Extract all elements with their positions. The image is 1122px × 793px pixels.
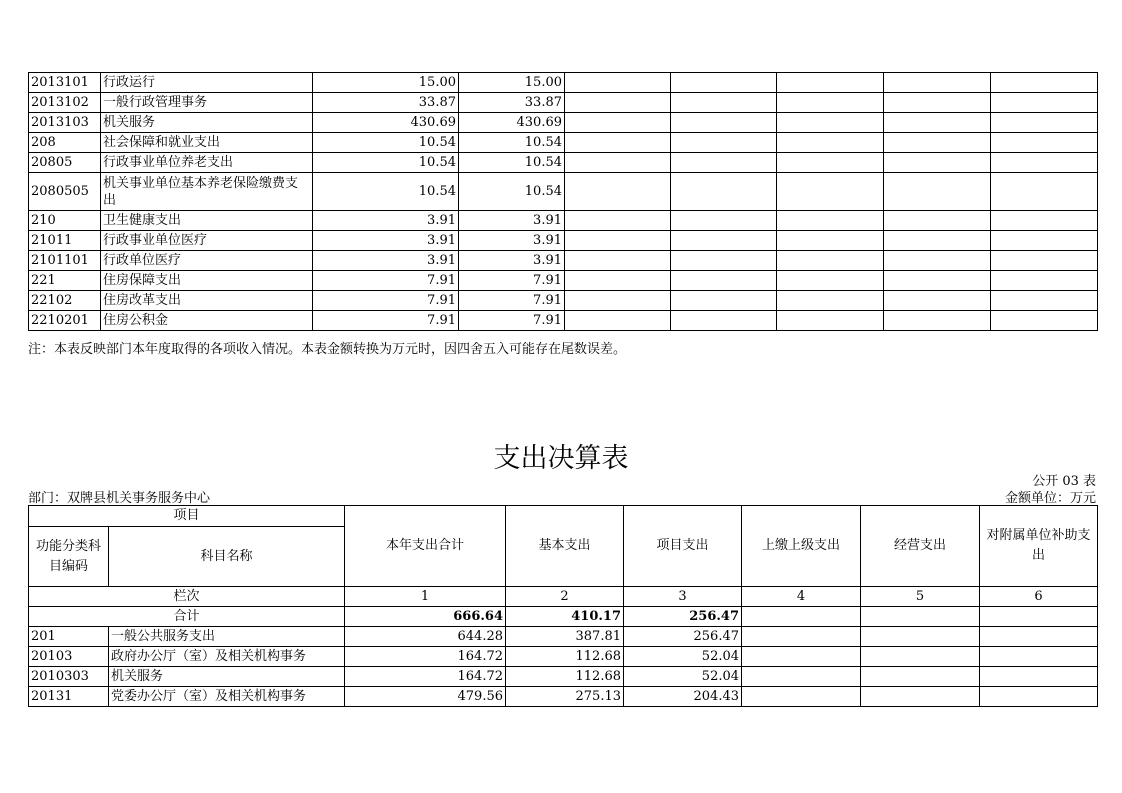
row-empty-cell	[671, 173, 777, 211]
table-row	[29, 211, 1098, 231]
row-empty-cell	[671, 73, 777, 93]
row-name: 住房公积金	[101, 311, 313, 331]
row-basic: 10.54	[459, 153, 565, 173]
row-empty-cell	[777, 153, 884, 173]
row-empty-cell	[565, 251, 671, 271]
row-empty-cell	[991, 271, 1098, 291]
row-empty-cell	[565, 113, 671, 133]
row-code: 201	[29, 627, 109, 647]
row-total: 644.28	[345, 627, 506, 647]
row-code: 2013101	[29, 73, 101, 93]
header-total: 本年支出合计	[345, 506, 506, 587]
total-upper	[742, 607, 861, 627]
header-project: 项目支出	[624, 506, 742, 587]
header-subsidy: 对附属单位补助支出	[980, 506, 1098, 587]
row-empty-cell	[671, 231, 777, 251]
row-empty-cell	[742, 687, 861, 707]
row-empty-cell	[991, 311, 1098, 331]
row-empty-cell	[565, 211, 671, 231]
row-name: 行政运行	[101, 73, 313, 93]
row-empty-cell	[884, 113, 991, 133]
amount-unit: 金额单位：万元	[1004, 491, 1096, 506]
header-code: 功能分类科目编码	[29, 527, 109, 587]
row-total: 3.91	[313, 231, 459, 251]
row-code: 221	[29, 271, 101, 291]
total-subsidy	[980, 607, 1098, 627]
row-project: 52.04	[624, 667, 742, 687]
row-project: 256.47	[624, 627, 742, 647]
row-empty-cell	[565, 133, 671, 153]
row-name: 机关事业单位基本养老保险缴费支出	[101, 173, 313, 211]
row-basic: 15.00	[459, 73, 565, 93]
row-basic: 7.91	[459, 311, 565, 331]
header-upper: 上缴上级支出	[742, 506, 861, 587]
row-empty-cell	[991, 73, 1098, 93]
row-empty-cell	[671, 291, 777, 311]
table-row	[29, 271, 1098, 291]
row-empty-cell	[565, 291, 671, 311]
row-basic: 3.91	[459, 211, 565, 231]
row-project: 52.04	[624, 647, 742, 667]
table-row	[29, 627, 1098, 647]
row-total: 164.72	[345, 667, 506, 687]
department-label: 部门：双牌县机关事务服务中心	[28, 491, 211, 506]
column-2: 2	[506, 587, 624, 607]
table-row	[29, 93, 1098, 113]
row-total: 3.91	[313, 251, 459, 271]
row-total: 3.91	[313, 211, 459, 231]
row-basic: 387.81	[506, 627, 624, 647]
row-total: 10.54	[313, 153, 459, 173]
row-total: 7.91	[313, 311, 459, 331]
row-empty-cell	[884, 231, 991, 251]
row-basic: 33.87	[459, 93, 565, 113]
table-row	[29, 173, 1098, 211]
row-empty-cell	[671, 211, 777, 231]
table-row	[29, 251, 1098, 271]
header-name: 科目名称	[109, 527, 345, 587]
row-empty-cell	[884, 251, 991, 271]
row-empty-cell	[884, 133, 991, 153]
row-code: 2101101	[29, 251, 101, 271]
row-name: 党委办公厅（室）及相关机构事务	[109, 687, 345, 707]
column-4: 4	[742, 587, 861, 607]
row-empty-cell	[671, 271, 777, 291]
row-name: 一般行政管理事务	[101, 93, 313, 113]
row-code: 2013103	[29, 113, 101, 133]
row-code: 21011	[29, 231, 101, 251]
row-empty-cell	[777, 311, 884, 331]
row-empty-cell	[742, 647, 861, 667]
row-empty-cell	[861, 687, 980, 707]
row-code: 20131	[29, 687, 109, 707]
row-empty-cell	[565, 311, 671, 331]
row-empty-cell	[861, 647, 980, 667]
row-empty-cell	[671, 153, 777, 173]
row-empty-cell	[671, 93, 777, 113]
row-total: 430.69	[313, 113, 459, 133]
table-row	[29, 153, 1098, 173]
row-total: 164.72	[345, 647, 506, 667]
row-code: 2010303	[29, 667, 109, 687]
row-empty-cell	[777, 291, 884, 311]
row-code: 2210201	[29, 311, 101, 331]
form-number: 公开 03 表	[1032, 474, 1096, 489]
total-business	[861, 607, 980, 627]
column-1: 1	[345, 587, 506, 607]
row-name: 行政单位医疗	[101, 251, 313, 271]
total-label: 合计	[29, 607, 345, 627]
table-row	[29, 73, 1098, 93]
row-basic: 112.68	[506, 667, 624, 687]
table-row	[29, 687, 1098, 707]
expense-table	[28, 505, 1098, 707]
row-empty-cell	[861, 667, 980, 687]
row-name: 行政事业单位医疗	[101, 231, 313, 251]
row-name: 社会保障和就业支出	[101, 133, 313, 153]
row-basic: 275.13	[506, 687, 624, 707]
page-title: 支出决算表	[493, 443, 629, 474]
row-empty-cell	[671, 113, 777, 133]
row-empty-cell	[777, 93, 884, 113]
row-empty-cell	[777, 231, 884, 251]
row-empty-cell	[980, 627, 1098, 647]
income-table-continued	[28, 72, 1098, 331]
row-name: 住房保障支出	[101, 271, 313, 291]
table-row	[29, 647, 1098, 667]
row-code: 20103	[29, 647, 109, 667]
row-name: 卫生健康支出	[101, 211, 313, 231]
total-amount: 666.64	[345, 607, 506, 627]
row-empty-cell	[777, 113, 884, 133]
row-empty-cell	[991, 93, 1098, 113]
row-total: 7.91	[313, 271, 459, 291]
row-basic: 7.91	[459, 291, 565, 311]
row-total: 479.56	[345, 687, 506, 707]
column-5: 5	[861, 587, 980, 607]
total-project: 256.47	[624, 607, 742, 627]
row-empty-cell	[777, 251, 884, 271]
row-project: 204.43	[624, 687, 742, 707]
header-basic: 基本支出	[506, 506, 624, 587]
row-empty-cell	[884, 93, 991, 113]
total-basic: 410.17	[506, 607, 624, 627]
row-empty-cell	[777, 133, 884, 153]
row-empty-cell	[991, 231, 1098, 251]
table-row	[29, 291, 1098, 311]
row-name: 机关服务	[101, 113, 313, 133]
row-basic: 10.54	[459, 173, 565, 211]
table-note: 注：本表反映部门本年度取得的各项收入情况。本表金额转换为万元时，因四舍五入可能存在尾数误差。	[28, 342, 627, 357]
row-basic: 7.91	[459, 271, 565, 291]
row-basic: 430.69	[459, 113, 565, 133]
row-basic: 10.54	[459, 133, 565, 153]
row-code: 20805	[29, 153, 101, 173]
row-empty-cell	[991, 153, 1098, 173]
row-total: 10.54	[313, 133, 459, 153]
table-row	[29, 133, 1098, 153]
row-empty-cell	[565, 231, 671, 251]
column-label: 栏次	[29, 587, 345, 607]
row-empty-cell	[565, 153, 671, 173]
row-code: 2013102	[29, 93, 101, 113]
row-basic: 3.91	[459, 231, 565, 251]
row-code: 210	[29, 211, 101, 231]
row-empty-cell	[884, 311, 991, 331]
table-row	[29, 231, 1098, 251]
row-empty-cell	[980, 647, 1098, 667]
row-empty-cell	[565, 173, 671, 211]
row-code: 22102	[29, 291, 101, 311]
row-basic: 112.68	[506, 647, 624, 667]
column-number-row	[29, 587, 1098, 607]
row-empty-cell	[884, 211, 991, 231]
row-empty-cell	[742, 627, 861, 647]
row-empty-cell	[777, 73, 884, 93]
header-business: 经营支出	[861, 506, 980, 587]
row-empty-cell	[777, 211, 884, 231]
row-empty-cell	[980, 667, 1098, 687]
row-empty-cell	[565, 271, 671, 291]
row-name: 一般公共服务支出	[109, 627, 345, 647]
table-row	[29, 113, 1098, 133]
row-total: 7.91	[313, 291, 459, 311]
row-total: 33.87	[313, 93, 459, 113]
row-empty-cell	[884, 173, 991, 211]
column-6: 6	[980, 587, 1098, 607]
row-empty-cell	[884, 153, 991, 173]
row-empty-cell	[742, 667, 861, 687]
row-name: 行政事业单位养老支出	[101, 153, 313, 173]
row-name: 住房改革支出	[101, 291, 313, 311]
row-empty-cell	[991, 133, 1098, 153]
row-empty-cell	[991, 291, 1098, 311]
row-basic: 3.91	[459, 251, 565, 271]
row-empty-cell	[777, 173, 884, 211]
row-total: 10.54	[313, 173, 459, 211]
row-empty-cell	[671, 133, 777, 153]
row-name: 政府办公厅（室）及相关机构事务	[109, 647, 345, 667]
total-row	[29, 607, 1098, 627]
row-empty-cell	[991, 211, 1098, 231]
row-empty-cell	[884, 291, 991, 311]
row-empty-cell	[991, 173, 1098, 211]
row-empty-cell	[777, 271, 884, 291]
table-row	[29, 667, 1098, 687]
row-empty-cell	[861, 627, 980, 647]
row-empty-cell	[884, 73, 991, 93]
row-empty-cell	[980, 687, 1098, 707]
row-empty-cell	[671, 311, 777, 331]
row-total: 15.00	[313, 73, 459, 93]
row-name: 机关服务	[109, 667, 345, 687]
row-empty-cell	[565, 73, 671, 93]
table-row	[29, 311, 1098, 331]
row-code: 2080505	[29, 173, 101, 211]
row-empty-cell	[671, 251, 777, 271]
row-empty-cell	[884, 271, 991, 291]
row-empty-cell	[565, 93, 671, 113]
row-empty-cell	[991, 251, 1098, 271]
header-item: 项目	[29, 506, 345, 527]
row-code: 208	[29, 133, 101, 153]
column-3: 3	[624, 587, 742, 607]
row-empty-cell	[991, 113, 1098, 133]
